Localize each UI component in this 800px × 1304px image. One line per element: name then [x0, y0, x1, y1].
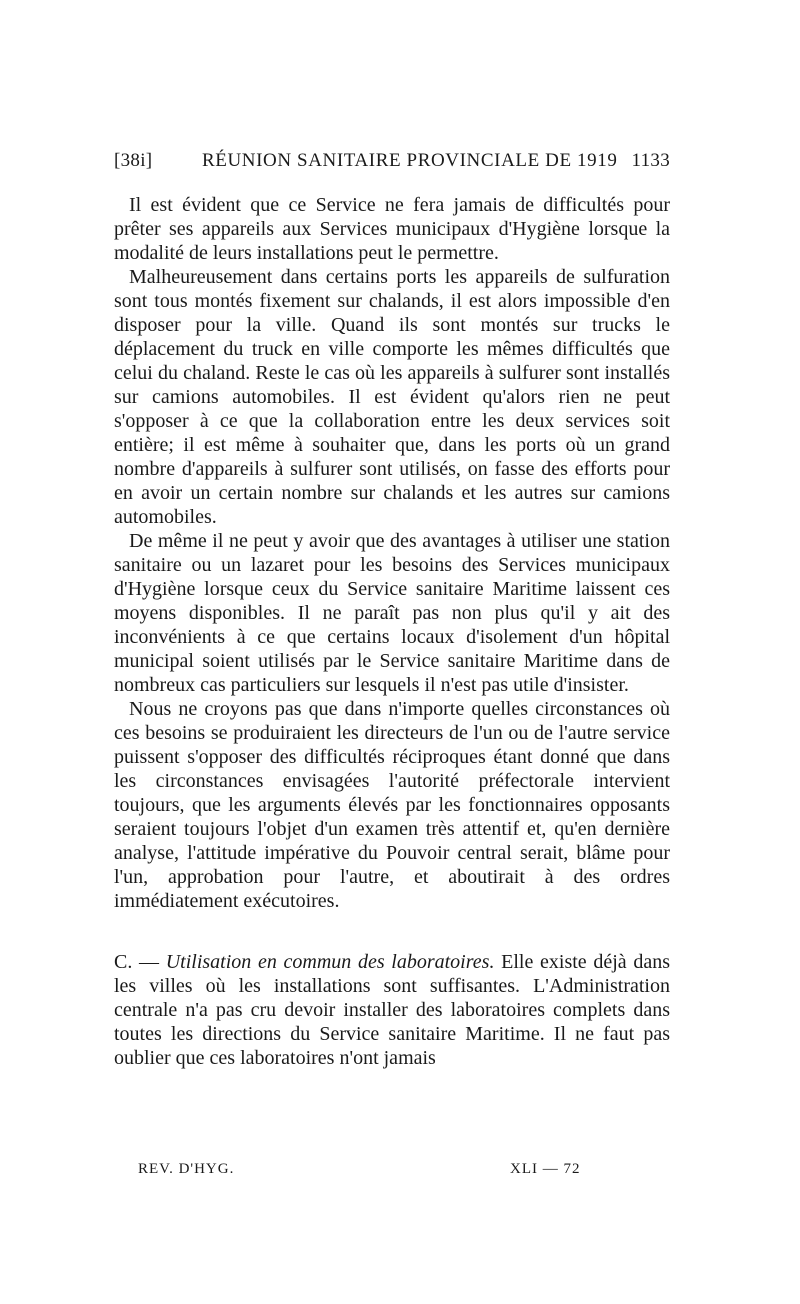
body-text	[114, 193, 670, 1070]
paragraph: Nous ne croyons pas que dans n'importe quelles circonstances où ces besoins se produiraient les directeurs de l'un ou de l'autre service puissent s'opposer des difficultés réciproques étant donné que dans les circonstances envisagées l'autorité préfectorale intervient toujours, que les arguments élevés par les fonctionnaires opposants seraient toujours l'objet d'un examen très attentif et, qu'en dernière analyse, l'attitude impérative du Pouvoir central serait, blâme pour l'un, approbation pour l'autre, et aboutirait à des ordres immédiatement exécutoires.	[114, 698, 670, 912]
page-reference: [38i]	[114, 150, 153, 171]
paragraph: Il est évident que ce Service ne fera jamais de difficultés pour prêter ses appareils aux Services municipaux d'Hygiène lorsque la modalité de leurs installations peut le permettre.	[114, 194, 670, 264]
paragraph: Malheureusement dans certains ports les appareils de sulfuration sont tous montés fixement sur chalands, il est alors impossible d'en disposer pour la ville. Quand ils sont montés sur trucks le déplacement du truck en ville comporte les mêmes difficultés que celui du chaland. Reste le cas où les appareils à sulfurer sont installés sur camions automobiles. Il est évident qu'alors rien ne peut s'opposer à ce que la collaboration entre les deux services soit entière; il est même à souhaiter que, dans les ports où un grand nombre d'appareils à sulfurer sont utilisés, on fasse des efforts pour en avoir un certain nombre sur chalands et les autres sur camions automobiles.	[114, 266, 670, 528]
running-head	[114, 150, 670, 174]
signature-mark: XLI — 72	[510, 1161, 581, 1177]
running-title: RÉUNION SANITAIRE PROVINCIALE DE 1919	[202, 150, 618, 171]
section-c-paragraph	[114, 950, 670, 1070]
section-title: Utilisation en commun des laboratoires.	[165, 951, 495, 973]
page-number: 1133	[631, 150, 670, 171]
section-label: C. —	[114, 951, 166, 973]
section-text: Elle existe déjà dans les villes où les installations sont suffisantes. L'Administration centrale n'a pas cru devoir installer des laboratoires complets dans toutes les directions du Service sanitaire Maritime. Il ne faut pas oublier que ces laboratoires n'ont jamais	[114, 951, 670, 1069]
journal-abbreviation: REV. D'HYG.	[138, 1161, 235, 1177]
page-footer	[114, 1161, 670, 1183]
paragraph: De même il ne peut y avoir que des avantages à utiliser une station sanitaire ou un lazaret pour les besoins des Services municipaux d'Hygiène lorsque ceux du Service sanitaire Maritime laissent ces moyens disponibles. Il ne paraît pas non plus qu'il y ait des inconvénients à ce que certains locaux d'isolement d'un hôpital municipal soient utilisés par le Service sanitaire Maritime dans de nombreux cas particuliers sur lesquels il n'est pas utile d'insister.	[114, 530, 670, 696]
